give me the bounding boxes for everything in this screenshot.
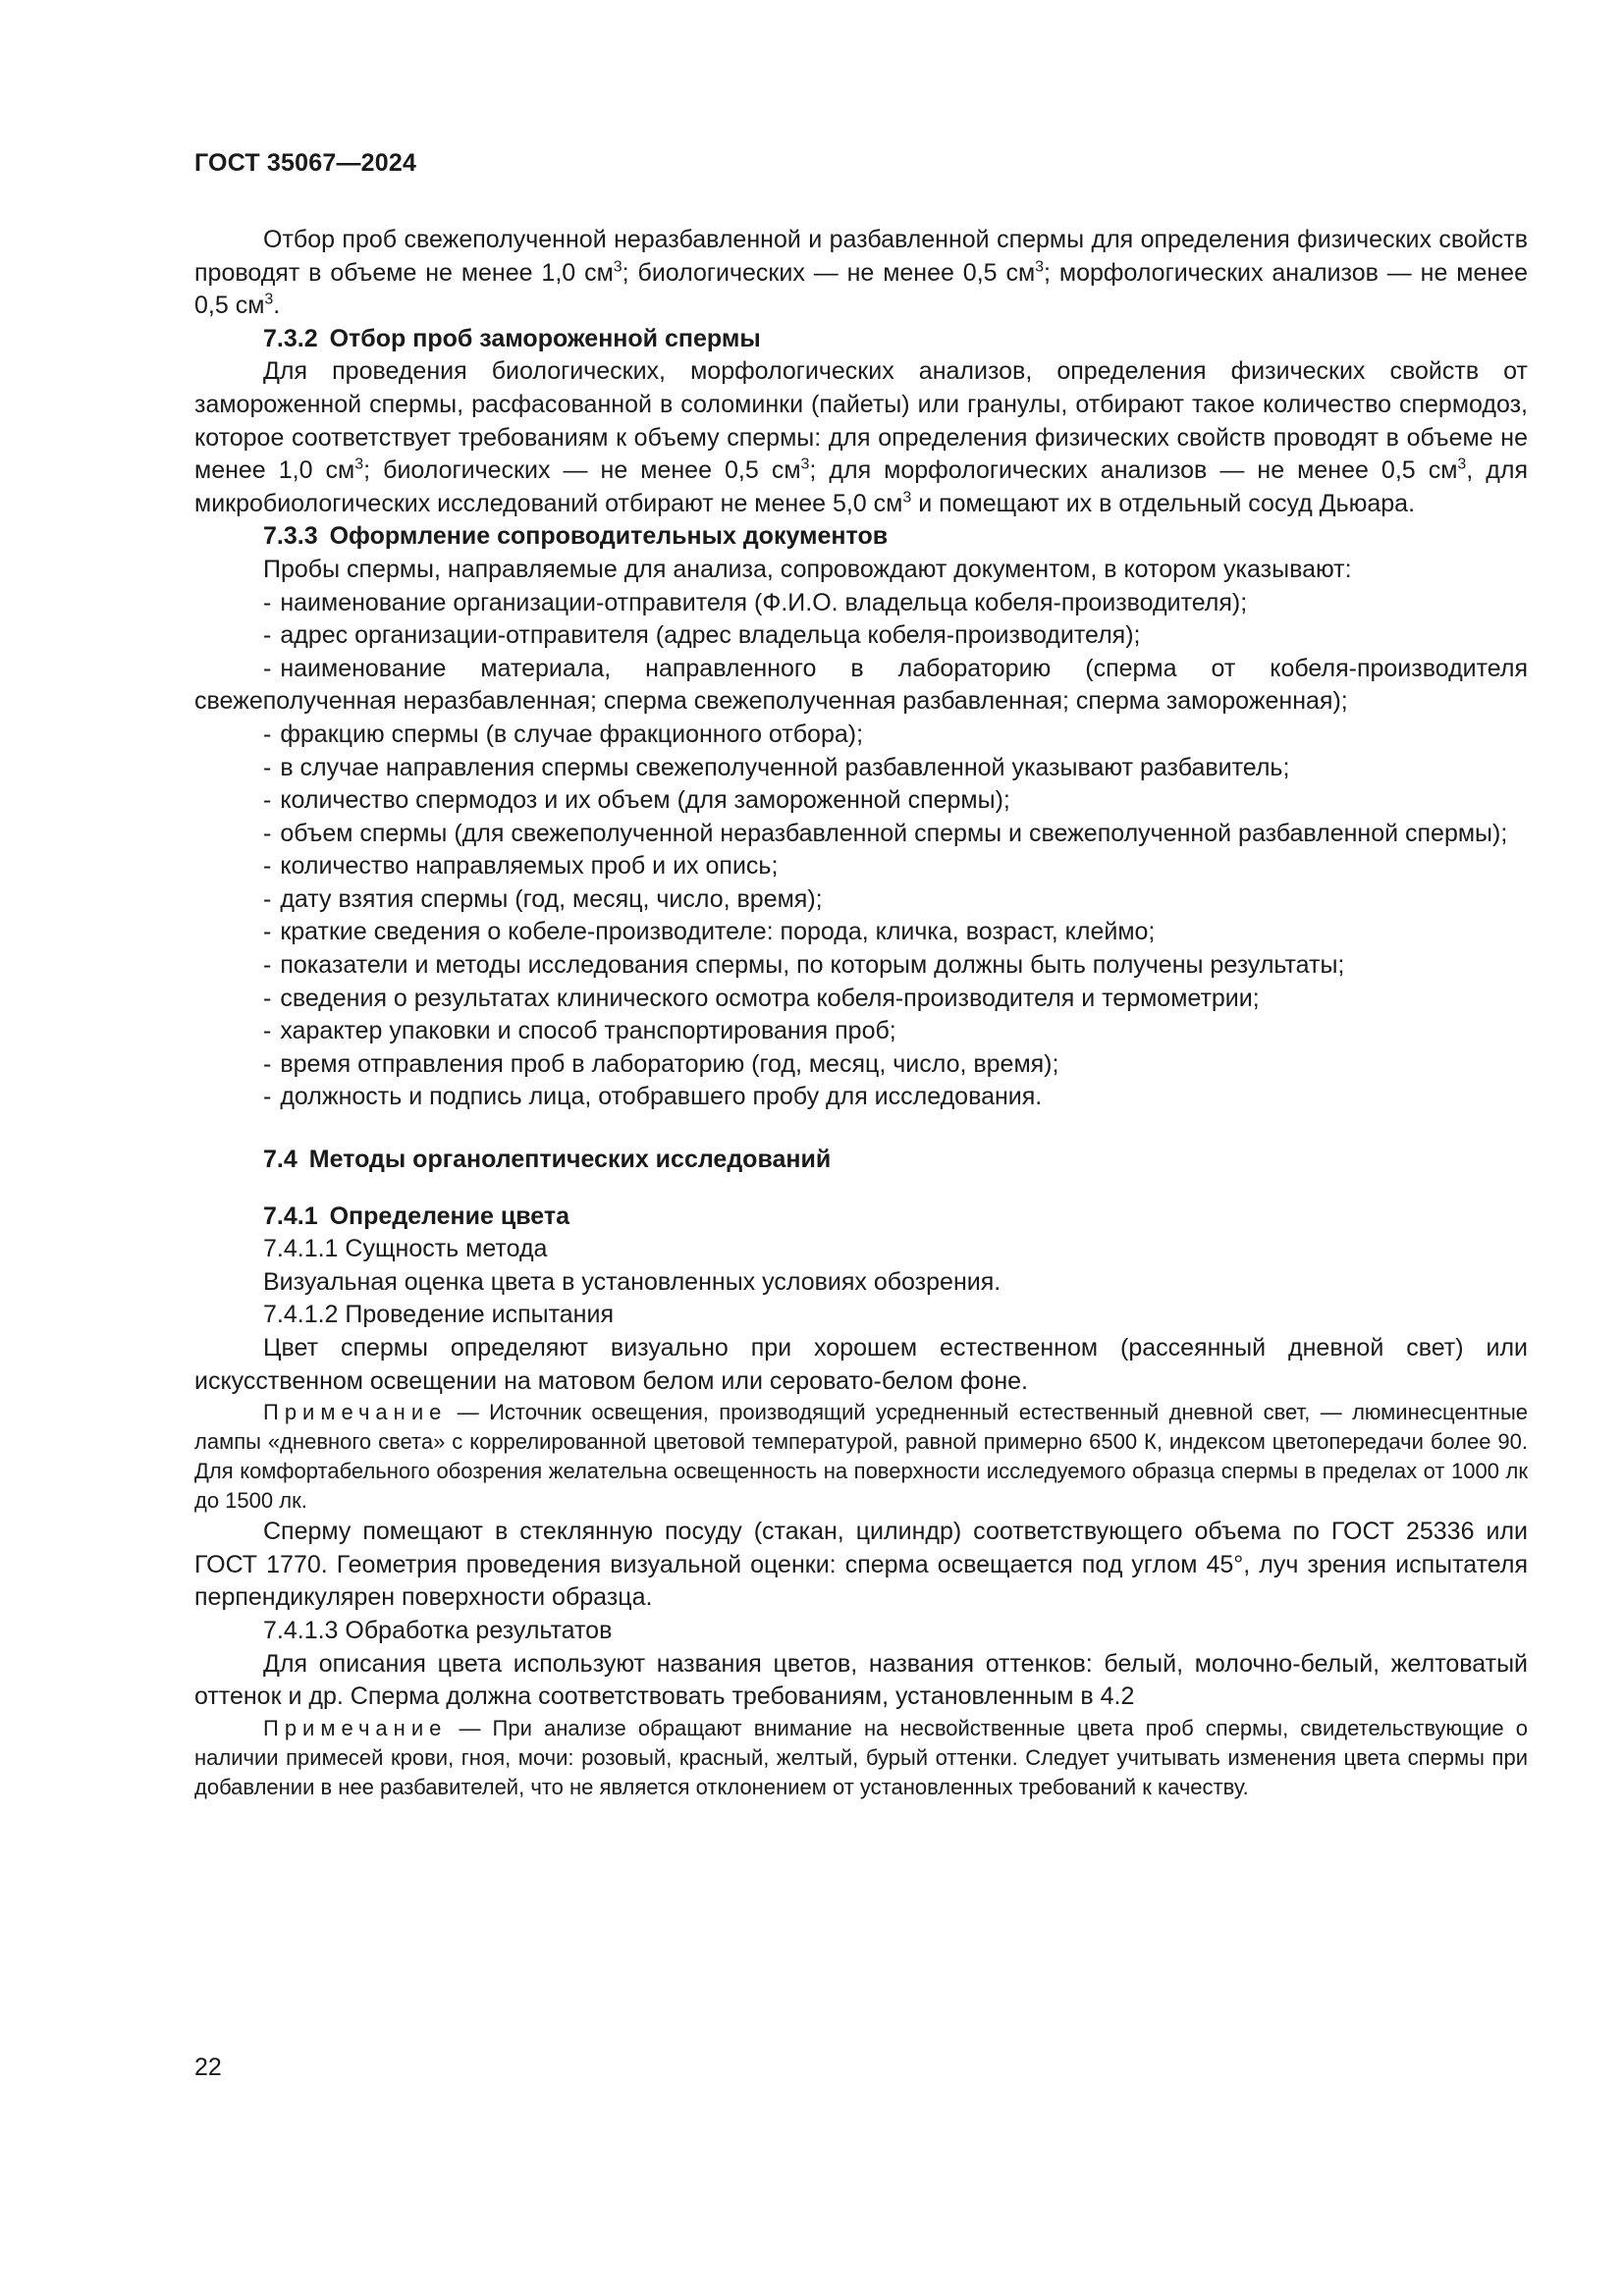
list-item: - адрес организации-отправителя (адрес владельца кобеля-производителя); — [263, 621, 1141, 650]
note-1: Примечание — Источник освещения, производящий усредненный естественный дневной свет, — люминесцентные лампы «дневного света» с коррелированной цветовой температурой, равной примерно 6500 К, индексом цветопередачи более 90. Для комфортабельного обозрения желательна освещенность на поверхности исследуемого образца спермы в пределах от 1000 лк до 1500 лк. — [194, 1400, 1528, 1514]
document-body — [194, 224, 1528, 1802]
list-item: - время отправления проб в лабораторию (год, месяц, число, время); — [263, 1049, 1059, 1078]
section-heading-7-4-1: 7.4.1 Определение цвета — [263, 1201, 570, 1230]
list-item: - фракцию спермы (в случае фракционного отбора); — [263, 720, 864, 748]
list-item: - количество направляемых проб и их опись; — [263, 852, 779, 881]
list-item: - краткие сведения о кобеле-производителе: порода, кличка, возраст, клеймо; — [263, 918, 1156, 946]
list-item: - должность и подпись лица, отобравшего пробу для исследования. — [263, 1083, 1043, 1111]
section-7-3-2-paragraph: Для проведения биологических, морфологических анализов, определения физических свойств от замороженной спермы, расфасованной в соломинки (пайеты) или гранулы, отбирают такое количество спермодоз, которое соответствует требованиям к объему спермы: для определения физических свойств проводят в объеме не менее 1,0 $см^3$; биологических — не менее 0,5 $см^3$; для морфологических анализов — не менее 0,5 $см^3$, для микробиологических исследований отбирают не менее 5,0 $см^3$ и помещают их в отдельный сосуд Дьюара. — [194, 357, 1528, 517]
document-header: ГОСТ 35067—2024 — [194, 149, 417, 177]
list-item: - показатели и методы исследования спермы, по которым должны быть получены результаты; — [263, 951, 1345, 980]
section-heading-7-3-2: 7.3.2 Отбор проб замороженной спермы — [263, 324, 761, 352]
paragraph: Сперму помещают в стеклянную посуду (стакан, цилиндр) соответствующего объема по ГОСТ 25336 или ГОСТ 1770. Геометрия проведения визуальной оценки: сперма освещается под углом 45°, луч зрения испытателя перпендикулярен поверхности образца. — [194, 1518, 1528, 1612]
list-item: - характер упаковки и способ транспортирования проб; — [263, 1017, 896, 1045]
note-2: Примечание — При анализе обращают внимание на несвойственные цвета проб спермы, свидетельствующие о наличии примесей крови, гноя, мочи: розовый, красный, желтый, бурый оттенки. Следует учитывать изменения цвета спермы при добавлении в нее разбавителей, что не является отклонением от установленных требований к качеству. — [194, 1715, 1528, 1799]
section-7-3-3-lead: Пробы спермы, направляемые для анализа, сопровождают документом, в котором указывают: — [263, 555, 1352, 583]
list-item: - наименование материала, направленного в лабораторию (сперма от кобеля-производителя свежеполученная неразбавленная; сперма свежеполученная разбавленная; сперма замороженная); — [194, 654, 1528, 716]
paragraph: Цвет спермы определяют визуально при хорошем естественном (рассеянный дневной свет) или искусственном освещении на матовом белом или серовато-белом фоне. — [194, 1334, 1528, 1395]
spacer — [194, 1177, 1528, 1201]
paragraph: Визуальная оценка цвета в установленных условиях обозрения. — [263, 1267, 1001, 1296]
spacer — [194, 1114, 1528, 1144]
list-item: - сведения о результатах клинического осмотра кобеля-производителя и термометрии; — [263, 984, 1260, 1012]
list-item: - в случае направления спермы свежеполученной разбавленной указывают разбавитель; — [263, 753, 1290, 781]
subsection-heading-7-4-1-2: 7.4.1.2 Проведение испытания — [263, 1301, 614, 1329]
subsection-heading-7-4-1-1: 7.4.1.1 Сущность метода — [263, 1235, 548, 1263]
section-heading-7-3-3: 7.3.3 Оформление сопроводительных документов — [263, 522, 889, 551]
subsection-heading-7-4-1-3: 7.4.1.3 Обработка результатов — [263, 1616, 613, 1644]
list-item: - наименование организации-отправителя (Ф.И.О. владельца кобеля-производителя); — [263, 588, 1248, 616]
page-number: 22 — [194, 2054, 222, 2081]
intro-paragraph: Отбор проб свежеполученной неразбавленной и разбавленной спермы для определения физических свойств проводят в объеме не менее 1,0 $см^3$; биологических — не менее 0,5 $см^3$; морфологических анализов — не менее 0,5 $см^3$. — [194, 226, 1528, 320]
paragraph: Для описания цвета используют названия цветов, названия оттенков: белый, молочно-белый, желтоватый оттенок и др. Сперма должна соответствовать требованиям, установленным в 4.2 — [194, 1649, 1528, 1711]
section-heading-7-4: 7.4 Методы органолептических исследований — [263, 1146, 832, 1174]
list-item: - количество спермодоз и их объем (для замороженной спермы); — [263, 786, 1010, 815]
list-item: - дату взятия спермы (год, месяц, число, время); — [263, 884, 823, 913]
list-item: - объем спермы (для свежеполученной неразбавленной спермы и свежеполученной разбавленной спермы); — [263, 819, 1508, 847]
